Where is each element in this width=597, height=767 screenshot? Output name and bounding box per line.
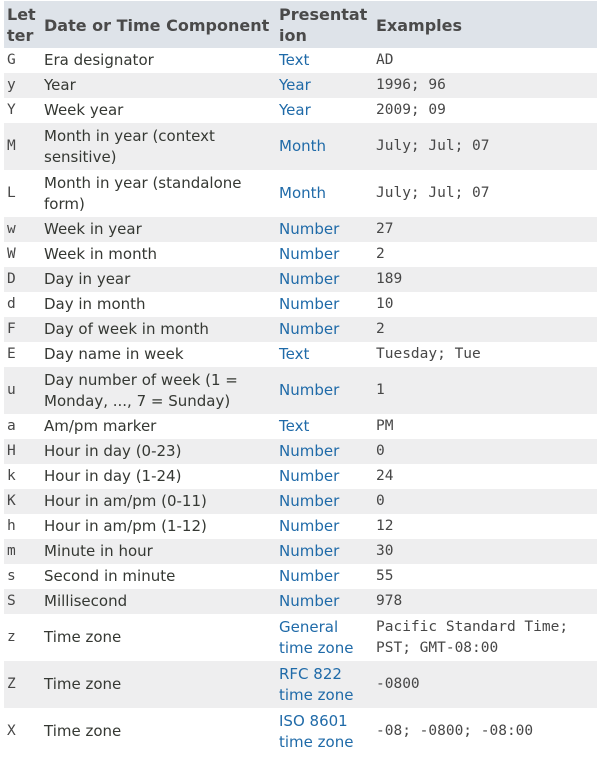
table-row <box>4 708 597 755</box>
row-component: Era designator <box>41 48 276 73</box>
row-presentation: Month <box>276 170 373 217</box>
row-component: Day name in week <box>41 342 276 367</box>
row-letter: k <box>4 464 41 489</box>
row-letter: m <box>4 539 41 564</box>
header-examples: Examples <box>373 1 597 48</box>
table-row <box>4 414 597 439</box>
row-letter: w <box>4 217 41 242</box>
table-row <box>4 539 597 564</box>
row-component: Month in year (standalone form) <box>41 170 276 217</box>
row-component: Month in year (context sensitive) <box>41 123 276 170</box>
row-letter: Z <box>4 661 41 708</box>
row-letter: W <box>4 242 41 267</box>
row-component: Hour in am/pm (1-12) <box>41 514 276 539</box>
table-row <box>4 564 597 589</box>
row-presentation: Number <box>276 589 373 614</box>
row-component: Week in month <box>41 242 276 267</box>
row-presentation: Number <box>276 464 373 489</box>
table-row <box>4 267 597 292</box>
row-letter: y <box>4 73 41 98</box>
row-letter: a <box>4 414 41 439</box>
row-letter: L <box>4 170 41 217</box>
row-presentation: Number <box>276 514 373 539</box>
table-row <box>4 514 597 539</box>
row-letter: u <box>4 367 41 414</box>
row-examples: 1996; 96 <box>373 73 597 98</box>
row-presentation: Number <box>276 539 373 564</box>
row-component: Millisecond <box>41 589 276 614</box>
row-presentation: Number <box>276 439 373 464</box>
row-presentation: Number <box>276 242 373 267</box>
table-row <box>4 98 597 123</box>
table-row <box>4 614 597 661</box>
row-letter: s <box>4 564 41 589</box>
table-row <box>4 439 597 464</box>
table-row <box>4 661 597 708</box>
row-examples: PM <box>373 414 597 439</box>
row-component: Week year <box>41 98 276 123</box>
row-component: Day in month <box>41 292 276 317</box>
row-letter: z <box>4 614 41 661</box>
row-examples: -0800 <box>373 661 597 708</box>
row-examples: 2009; 09 <box>373 98 597 123</box>
row-examples: 55 <box>373 564 597 589</box>
table-row <box>4 123 597 170</box>
row-examples: 30 <box>373 539 597 564</box>
row-component: Time zone <box>41 708 276 755</box>
row-letter: X <box>4 708 41 755</box>
header-row <box>4 1 597 48</box>
row-letter: H <box>4 439 41 464</box>
date-format-table <box>4 1 597 755</box>
row-presentation: Number <box>276 317 373 342</box>
row-examples: July; Jul; 07 <box>373 170 597 217</box>
row-presentation: Year <box>276 73 373 98</box>
row-presentation: Month <box>276 123 373 170</box>
row-letter: E <box>4 342 41 367</box>
table-row <box>4 464 597 489</box>
table-row <box>4 292 597 317</box>
table-row <box>4 48 597 73</box>
row-examples: 1 <box>373 367 597 414</box>
row-component: Hour in am/pm (0-11) <box>41 489 276 514</box>
row-component: Hour in day (1-24) <box>41 464 276 489</box>
table-header <box>4 1 597 48</box>
row-presentation: Text <box>276 414 373 439</box>
row-examples: 189 <box>373 267 597 292</box>
row-letter: M <box>4 123 41 170</box>
row-examples: 0 <box>373 489 597 514</box>
header-presentation: Presentation <box>276 1 373 48</box>
row-presentation: Number <box>276 564 373 589</box>
table-row <box>4 342 597 367</box>
row-letter: F <box>4 317 41 342</box>
row-letter: D <box>4 267 41 292</box>
row-examples: 27 <box>373 217 597 242</box>
table-row <box>4 367 597 414</box>
row-presentation: Number <box>276 217 373 242</box>
row-examples: 2 <box>373 242 597 267</box>
row-component: Week in year <box>41 217 276 242</box>
row-component: Hour in day (0-23) <box>41 439 276 464</box>
row-letter: d <box>4 292 41 317</box>
row-component: Time zone <box>41 614 276 661</box>
header-component: Date or Time Component <box>41 1 276 48</box>
table-row <box>4 242 597 267</box>
row-presentation: Number <box>276 489 373 514</box>
row-component: Day in year <box>41 267 276 292</box>
row-letter: h <box>4 514 41 539</box>
row-examples: 0 <box>373 439 597 464</box>
row-presentation: General time zone <box>276 614 373 661</box>
row-component: Second in minute <box>41 564 276 589</box>
row-presentation: RFC 822 time zone <box>276 661 373 708</box>
row-presentation: ISO 8601 time zone <box>276 708 373 755</box>
row-examples: 10 <box>373 292 597 317</box>
row-examples: 2 <box>373 317 597 342</box>
row-presentation: Number <box>276 292 373 317</box>
table-row <box>4 217 597 242</box>
table-row <box>4 73 597 98</box>
row-component: Time zone <box>41 661 276 708</box>
row-examples: Pacific Standard Time; PST; GMT-08:00 <box>373 614 597 661</box>
row-presentation: Year <box>276 98 373 123</box>
row-examples: -08; -0800; -08:00 <box>373 708 597 755</box>
row-presentation: Number <box>276 367 373 414</box>
row-component: Day of week in month <box>41 317 276 342</box>
row-presentation: Text <box>276 48 373 73</box>
table-row <box>4 589 597 614</box>
row-letter: S <box>4 589 41 614</box>
row-presentation: Text <box>276 342 373 367</box>
header-letter: Letter <box>4 1 41 48</box>
row-letter: K <box>4 489 41 514</box>
row-component: Am/pm marker <box>41 414 276 439</box>
row-examples: Tuesday; Tue <box>373 342 597 367</box>
table-row <box>4 170 597 217</box>
table-row <box>4 317 597 342</box>
row-examples: 24 <box>373 464 597 489</box>
row-component: Minute in hour <box>41 539 276 564</box>
table-body <box>4 48 597 755</box>
row-component: Year <box>41 73 276 98</box>
row-examples: AD <box>373 48 597 73</box>
row-examples: 12 <box>373 514 597 539</box>
table-row <box>4 489 597 514</box>
row-examples: 978 <box>373 589 597 614</box>
row-examples: July; Jul; 07 <box>373 123 597 170</box>
row-letter: G <box>4 48 41 73</box>
row-presentation: Number <box>276 267 373 292</box>
row-component: Day number of week (1 = Monday, ..., 7 = Sunday) <box>41 367 276 414</box>
row-letter: Y <box>4 98 41 123</box>
